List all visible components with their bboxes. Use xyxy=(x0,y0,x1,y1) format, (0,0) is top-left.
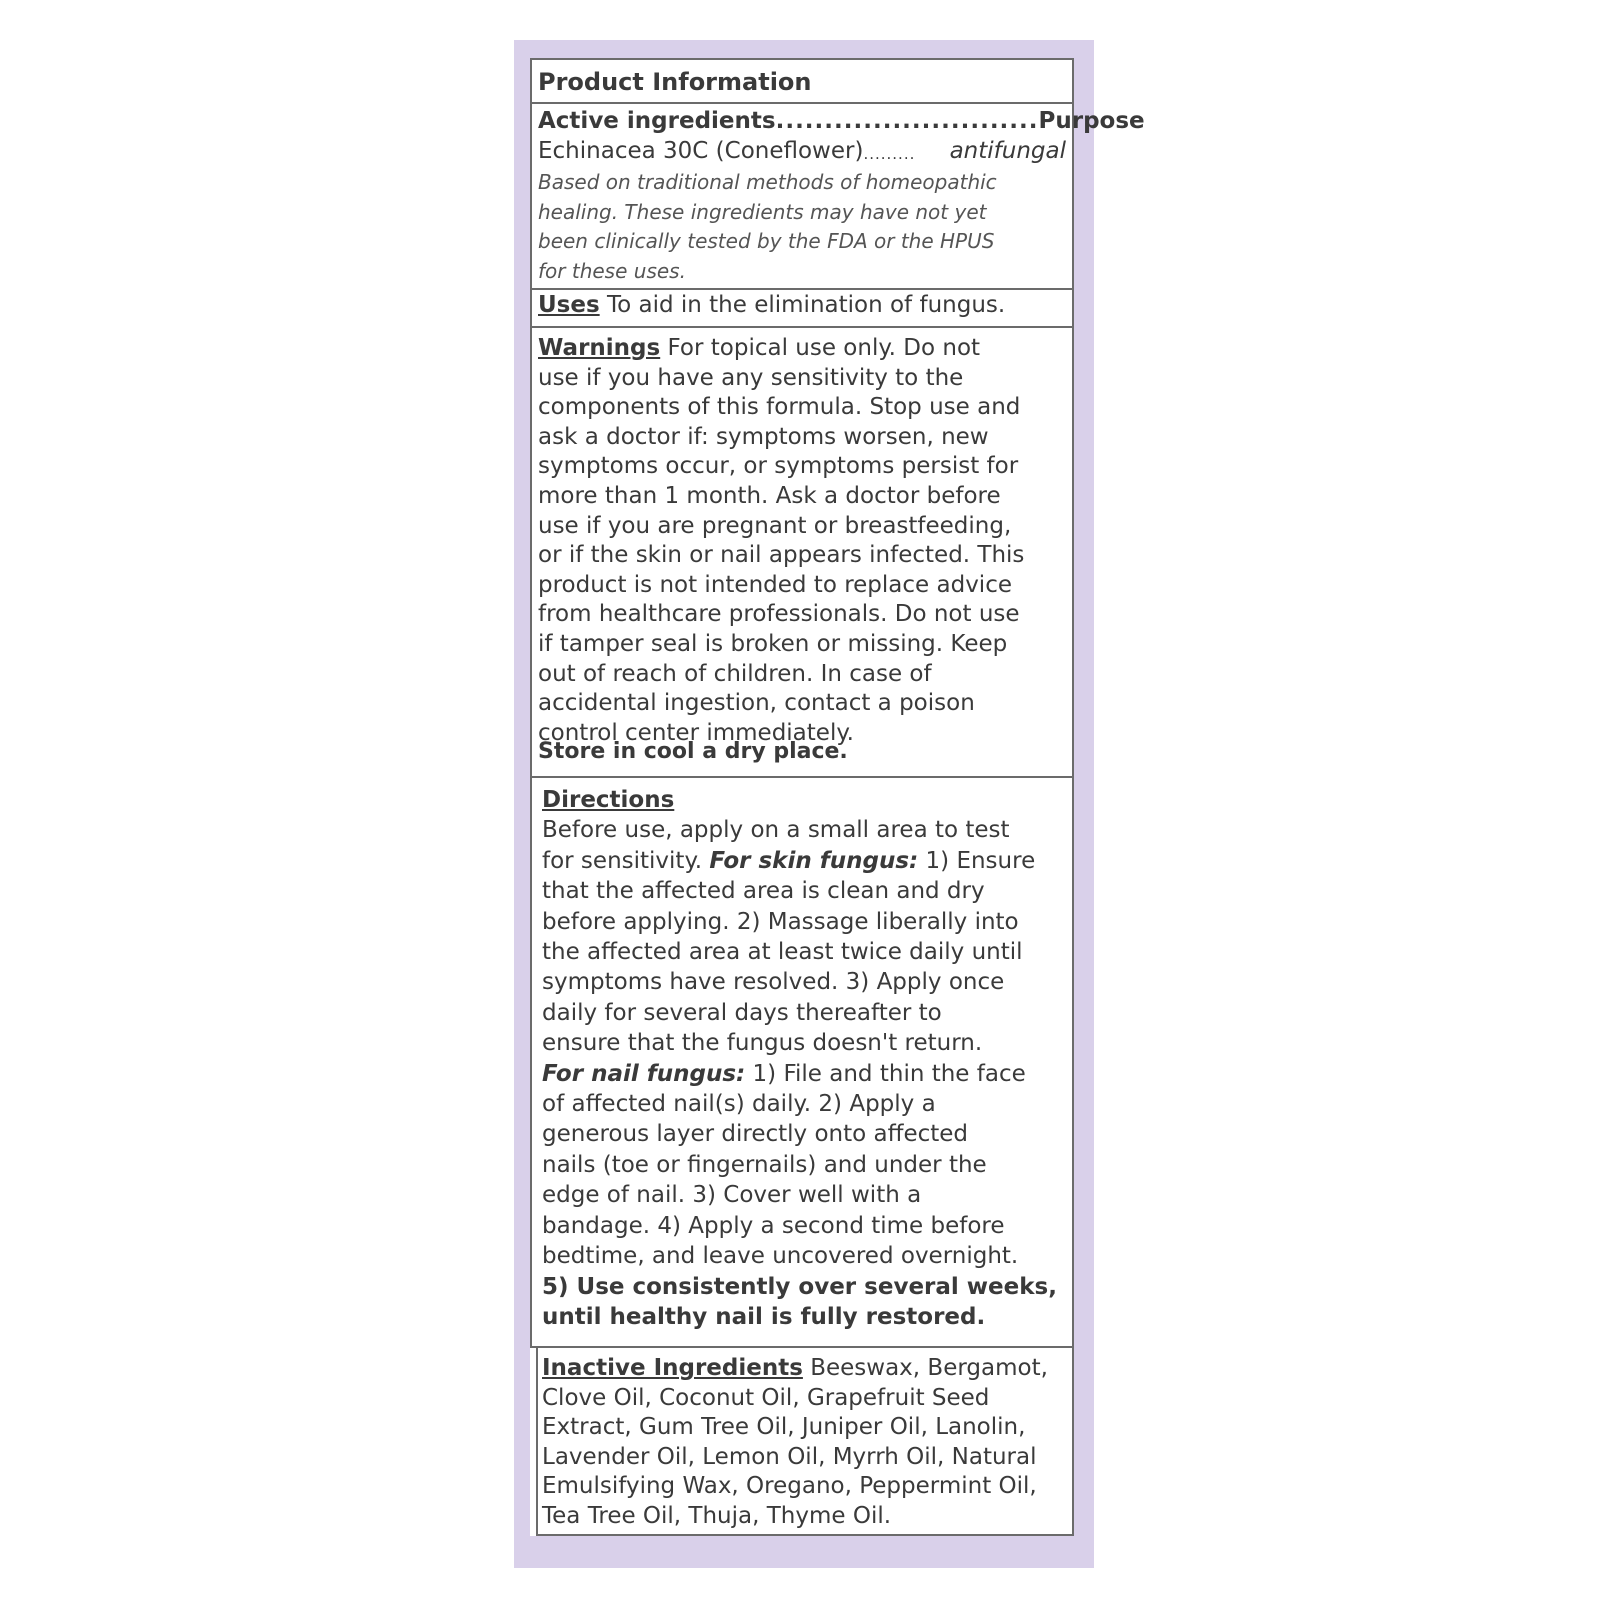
uses-label: Uses xyxy=(538,292,600,318)
disclaimer-line: for these uses. xyxy=(538,258,686,283)
purpose-label: Purpose xyxy=(1038,108,1145,134)
directions-line: that the affected area is clean and dry xyxy=(542,878,985,905)
inactive-label: Inactive Ingredients xyxy=(542,1355,803,1381)
nail-fungus-label: For nail fungus: xyxy=(542,1060,746,1087)
inactive-line: Lavender Oil, Lemon Oil, Myrrh Oil, Natural xyxy=(542,1443,1037,1470)
directions-line: generous layer directly onto affected xyxy=(542,1121,969,1148)
disclaimer-line: been clinically tested by the FDA or the HPUS xyxy=(538,229,995,253)
uses-text: To aid in the elimination of fungus. xyxy=(599,292,1006,318)
homeopathic-disclaimer xyxy=(538,168,997,286)
warnings-section xyxy=(538,334,1024,748)
divider-uses xyxy=(530,326,1074,328)
warnings-label: Warnings xyxy=(538,335,661,361)
ingredient-purpose: antifungal xyxy=(949,138,1066,164)
warnings-line: use if you are pregnant or breastfeeding, xyxy=(538,512,1012,539)
warnings-line: out of reach of children. In case of xyxy=(538,660,932,687)
inactive-line: Emulsifying Wax, Oregano, Peppermint Oil, xyxy=(542,1473,1037,1500)
product-info-panel xyxy=(530,58,1145,1536)
directions-line: of affected nail(s) daily. 2) Apply a xyxy=(542,1091,936,1118)
storage-note: Store in cool a dry place. xyxy=(538,739,848,764)
directions-line: 1) Ensure xyxy=(918,847,1036,874)
panel-title: Product Information xyxy=(538,68,812,96)
directions-line: bandage. 4) Apply a second time before xyxy=(542,1212,1005,1239)
directions-line: the affected area at least twice daily until xyxy=(542,939,1023,966)
ingredient-name: Echinacea 30C (Coneflower) xyxy=(538,138,864,164)
warnings-line: For topical use only. Do not xyxy=(660,335,981,361)
active-header-dots: ........................... xyxy=(775,108,1039,134)
directions-line: bedtime, and leave uncovered overnight. xyxy=(542,1243,1019,1270)
warnings-line: symptoms occur, or symptoms persist for xyxy=(538,453,1019,480)
directions-line: daily for several days thereafter to xyxy=(542,999,942,1026)
warnings-line: product is not intended to replace advice xyxy=(538,571,1012,598)
directions-step5: until healthy nail is fully restored. xyxy=(542,1303,986,1330)
divider-active xyxy=(530,288,1074,290)
directions-section xyxy=(542,785,1057,1332)
active-ingredient-row xyxy=(538,138,1066,170)
warnings-line: components of this formula. Stop use and xyxy=(538,394,1021,421)
directions-line: before applying. 2) Massage liberally into xyxy=(542,908,1019,935)
warnings-line: or if the skin or nail appears infected. This xyxy=(538,542,1025,569)
directions-step5: 5) Use consistently over several weeks, xyxy=(542,1273,1057,1300)
inactive-line: Clove Oil, Coconut Oil, Grapefruit Seed xyxy=(542,1384,990,1411)
directions-line: nails (toe or fingernails) and under the xyxy=(542,1151,987,1178)
directions-line: 1) File and thin the face xyxy=(745,1060,1026,1087)
uses-section xyxy=(538,292,1005,318)
warnings-line: ask a doctor if: symptoms worsen, new xyxy=(538,423,989,450)
ingredient-dots: ......... xyxy=(863,145,916,163)
disclaimer-line: Based on traditional methods of homeopathic xyxy=(538,170,997,194)
directions-label: Directions xyxy=(542,787,675,813)
inactive-line: Tea Tree Oil, Thuja, Thyme Oil. xyxy=(542,1502,892,1529)
warnings-line: from healthcare professionals. Do not use xyxy=(538,601,1020,628)
warnings-line: accidental ingestion, contact a poison xyxy=(538,690,975,717)
warnings-line: if tamper seal is broken or missing. Keep xyxy=(538,630,1008,657)
warnings-line: use if you have any sensitivity to the xyxy=(538,364,964,391)
active-ingredients-header xyxy=(538,108,1145,134)
directions-line: symptoms have resolved. 3) Apply once xyxy=(542,969,1005,996)
directions-line: edge of nail. 3) Cover well with a xyxy=(542,1182,922,1209)
skin-fungus-label: For skin fungus: xyxy=(709,847,919,874)
inactive-ingredients-section xyxy=(542,1354,1048,1532)
directions-line: Before use, apply on a small area to test xyxy=(542,817,1010,844)
divider-warnings xyxy=(530,776,1074,778)
directions-line: ensure that the fungus doesn't return. xyxy=(542,1030,983,1057)
warnings-line: more than 1 month. Ask a doctor before xyxy=(538,482,1001,509)
inactive-line: Extract, Gum Tree Oil, Juniper Oil, Lanolin, xyxy=(542,1414,1026,1441)
inactive-line: Beeswax, Bergamot, xyxy=(802,1355,1048,1381)
active-label: Active ingredients xyxy=(538,108,776,134)
divider-title xyxy=(530,102,1074,104)
warnings-line: control center immediately. xyxy=(538,719,854,746)
directions-line: for sensitivity. xyxy=(542,847,710,874)
disclaimer-line: healing. These ingredients may have not yet xyxy=(538,199,987,224)
